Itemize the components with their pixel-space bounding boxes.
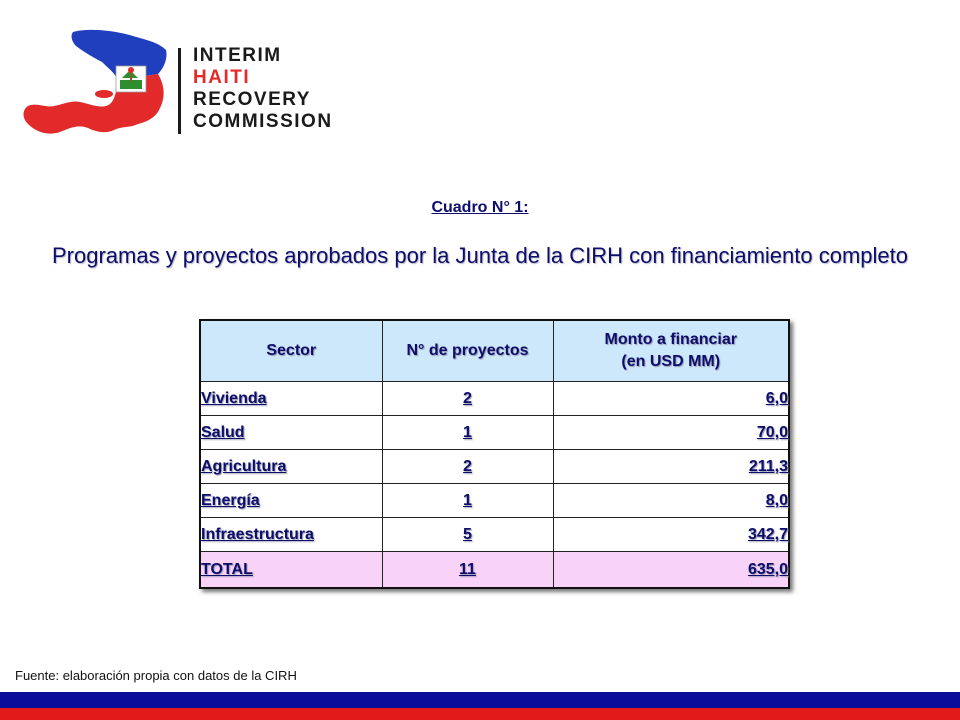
haiti-map-flag-icon [18,28,178,143]
cell-projects: 5 [382,518,553,552]
logo-line-commission: COMMISSION [193,111,333,132]
source-note: Fuente: elaboración propia con datos de la CIRH [15,668,297,683]
logo-line-haiti: HAITI [193,67,251,88]
logo-line-recovery: RECOVERY [193,89,311,110]
header-amount-line2: (en USD MM) [621,353,721,370]
table-row [200,382,789,416]
table-row [200,450,789,484]
table-row [200,416,789,450]
footer-bar-blue [0,692,960,708]
cell-amount: 211,3 [553,450,789,484]
cell-amount: 6,0 [553,382,789,416]
header-amount-line1: Monto a financiar [604,331,737,348]
table-row [200,518,789,552]
table-header-row [200,320,789,382]
cell-sector: Agricultura [200,450,382,484]
cell-amount: 342,7 [553,518,789,552]
footer-bar-red [0,708,960,720]
cell-total-label: TOTAL [200,552,382,589]
cell-projects: 2 [382,382,553,416]
cell-sector: Salud [200,416,382,450]
cell-total-projects: 11 [382,552,553,589]
header-sector: Sector [200,320,382,382]
cell-total-amount: 635,0 [553,552,789,589]
ihrc-logo [18,28,338,143]
cell-sector: Vivienda [200,382,382,416]
header-amount [553,320,789,382]
header-projects: N° de proyectos [382,320,553,382]
table-row [200,484,789,518]
page-title: Programas y proyectos aprobados por la Junta de la CIRH con financiamiento completo [51,243,908,268]
cell-projects: 1 [382,416,553,450]
table-caption: Cuadro N° 1: [431,199,529,216]
cell-sector: Energía [200,484,382,518]
projects-table [199,319,790,589]
logo-wordmark [193,45,333,133]
cell-projects: 1 [382,484,553,518]
table-total-row [200,552,789,589]
logo-line-interim: INTERIM [193,45,282,66]
cell-projects: 2 [382,450,553,484]
cell-amount: 8,0 [553,484,789,518]
cell-sector: Infraestructura [200,518,382,552]
logo-divider [178,48,181,134]
cell-amount: 70,0 [553,416,789,450]
